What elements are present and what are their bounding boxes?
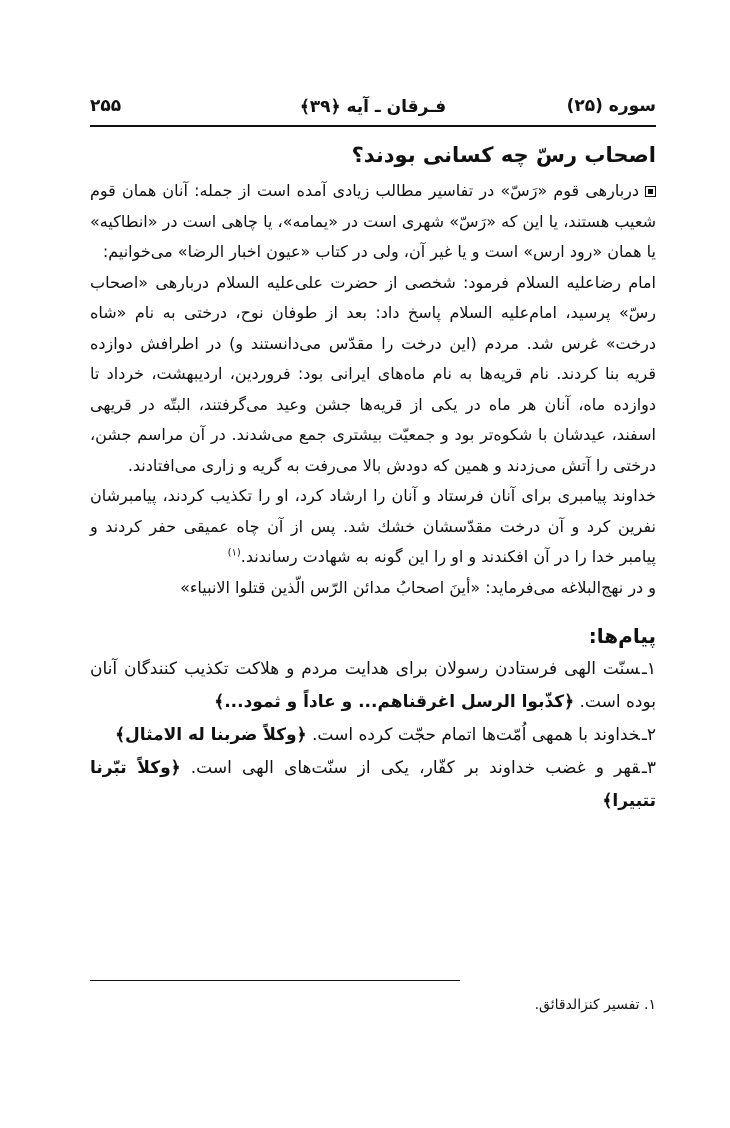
verse-label: فـرقان ـ آيه ﴿۳۹﴾ bbox=[299, 97, 447, 117]
paragraph: خداوند پيامبرى براى آنان فرستاد و آنان را ارشاد كرد، او را تكذيب كردند، پيامبرشان نفرين كرد و آن درخت مقدّسشان خشك شد. پس از آن چاه عميقى حفر كردند و پيامبر خدا را در آن افكندند و او را اين گونه به شهادت رساندند.$^{(۱)}$ bbox=[90, 486, 656, 566]
footnote: ۱. تفسير كنزالدقائق. bbox=[534, 997, 656, 1013]
paragraph: امام رضاعليه السلام فرمود: شخصى از حضرت على‌عليه السلام دربارهى «اصحاب رسّ» پرسيد، امام‌عليه السلام پاسخ داد: بعد از طوفان نوح، درختى به نام «شاه درخت» غرس شد. مردم (اين درخت را مقدّس مى‌دانستند و) در اطرافش دوازده قريه بنا كردند. نام قريه‌ها به نام ماه‌هاى ايرانى بود: فروردين، ارديبهشت، خرداد تا دوازده ماه، آنان هر ماه در يكى از قريه‌ها جشن وعيد مى‌گرفتند، البتّه در قريهى اسفند، عيدشان با شكوه‌تر بود و جمعيّت بيشترى جمع مى‌شدند. در آن مراسم جشن، درختى را آتش مى‌زدند و همين كه دودش بالا مى‌رفت به گريه و زارى مى‌افتادند. bbox=[90, 272, 656, 475]
page-header bbox=[90, 96, 656, 122]
footnote-divider bbox=[90, 980, 460, 981]
square-bullet-icon bbox=[645, 186, 656, 197]
footnote-marker: (۱) bbox=[227, 547, 241, 559]
messages-title: پيام‌ها: bbox=[588, 624, 656, 648]
paragraph: دربارهى قوم «رَسّ» در تفاسير مطالب زيادى آمده است از جمله: آنان همان قوم شعيب هستند، يا اين كه «رَسّ» شهرى است در «يمامه»، يا چاهى است در «انطاكيه» يا همان «رود ارس» است و يا غير آن، ولى در كتاب «عيون اخبار الرضا» مى‌خوانيم: bbox=[90, 181, 656, 261]
quran-quote: ﴿وكلاً ضربنا له الامثال﴾ bbox=[115, 725, 307, 745]
quran-quote: ﴿وكلاً تبّرنا تتبيرا﴾ bbox=[90, 758, 656, 811]
main-content bbox=[90, 138, 656, 818]
surah-label: سوره (۲۵) bbox=[566, 96, 656, 116]
section-title: اصحاب رسّ چه كسانى بودند؟ bbox=[351, 143, 656, 167]
message-item: ۳ـقهر و غضب خداوند بر كفّار، يكى از سنّت‌هاى الهى است. ﴿وكلاً تبّرنا تتبيرا﴾ bbox=[90, 758, 656, 811]
paragraph: و در نهج‌البلاغه مى‌فرمايد: «أينَ اصحابُ مدائن الرّس الّذين قتلوا الانبياء» bbox=[180, 577, 656, 597]
message-item: ۲ـخداوند با همهى اُمّت‌ها اتمام حجّت كرده است. ﴿وكلاً ضربنا له الامثال﴾ bbox=[115, 725, 656, 745]
page-number: ۲۵۵ bbox=[90, 96, 122, 116]
header-divider bbox=[90, 125, 656, 127]
quran-quote: ﴿كذّبوا الرسل اغرقناهم... و عاداً و ثمود...﴾ bbox=[214, 692, 575, 712]
message-item: ۱ـسنّت الهى فرستادن رسولان براى هدايت مردم و هلاكت تكذيب كنندگان آنان بوده است. ﴿كذّبوا الرسل اغرقناهم... و عاداً و ثمود...﴾ bbox=[90, 659, 656, 712]
